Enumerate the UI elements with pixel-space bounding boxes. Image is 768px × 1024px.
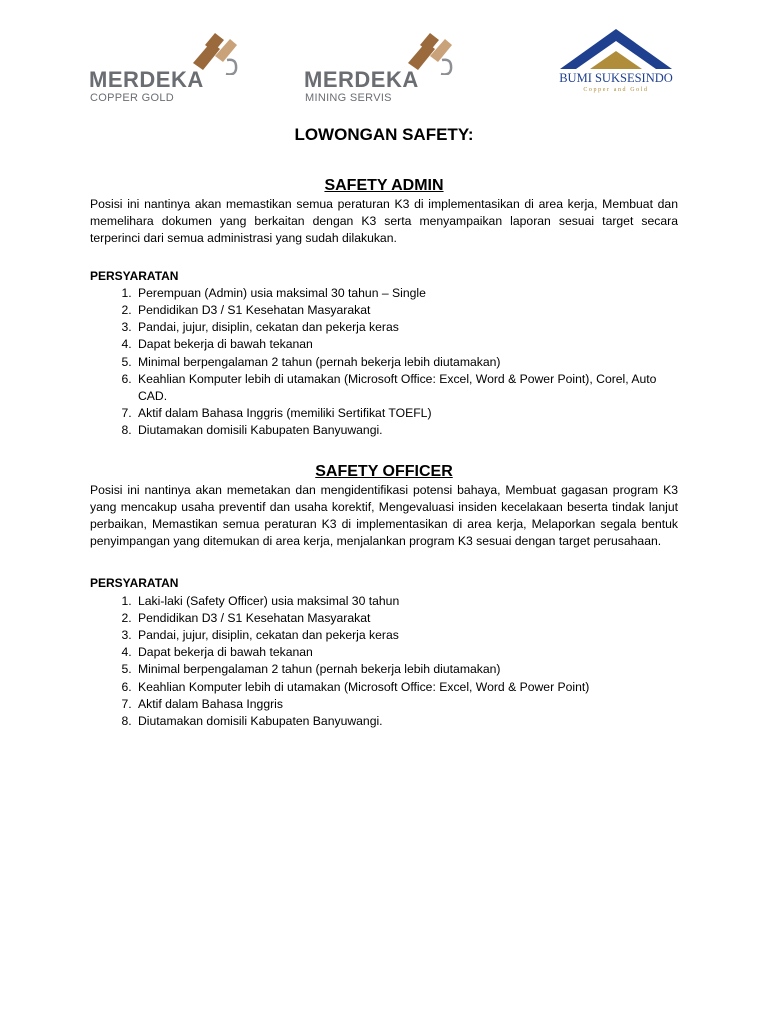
merdeka-mining-servis-logo [302, 30, 462, 108]
bumi-suksesindo-logo [556, 27, 676, 102]
merdeka-copper-gold-logo [87, 30, 247, 108]
list-item: 2. Pendidikan D3 / S1 Kesehatan Masyarakat [135, 302, 678, 319]
section-description: Posisi ini nantinya akan memetakan dan mengidentifikasi potensi bahaya, Membuat gagasan program K3 yang mencakup usaha preventif dan usaha korektif, Mengevaluasi insiden kecelakaan beserta tindak lanjut perbaikan, Memastikan semua peraturan K3 di implementasikan di area kerja, Melaporkan segala bentuk penyimpangan yang ditemukan di area kerja, menjalankan program K3 sesuai dengan target perusahaan. [90, 482, 678, 549]
mountain-icon [556, 27, 676, 71]
list-item: 4. Dapat bekerja di bawah tekanan [135, 336, 678, 353]
page-title: LOWONGAN SAFETY: [294, 125, 474, 144]
list-item: 5. Minimal berpengalaman 2 tahun (pernah bekerja lebih diutamakan) [135, 661, 678, 678]
bumi-suksesindo-text: BUMI SUKSESINDO [559, 71, 673, 85]
mining-servis-text: MINING SERVIS [305, 92, 392, 104]
list-item: 7. Aktif dalam Bahasa Inggris (memiliki Sertifikat TOEFL) [135, 405, 678, 422]
list-item: 2. Pendidikan D3 / S1 Kesehatan Masyarakat [135, 610, 678, 627]
section-description: Posisi ini nantinya akan memastikan semua peraturan K3 di implementasikan di area kerja, Membuat dan memelihara dokumen yang berkaitan dengan K3 serta menyampaikan laporan sesuai target secara terperinci dari semua administrasi yang sudah dilakukan. [90, 197, 678, 246]
requirements-list [90, 593, 678, 731]
list-item: 8. Diutamakan domisili Kabupaten Banyuwangi. [135, 422, 678, 439]
section-heading-safety-admin: SAFETY ADMIN [324, 177, 444, 194]
list-item: 5. Minimal berpengalaman 2 tahun (pernah bekerja lebih diutamakan) [135, 354, 678, 371]
list-item: 6. Keahlian Komputer lebih di utamakan (Microsoft Office: Excel, Word & Power Point), Corel, Auto CAD. [135, 371, 678, 405]
requirements-heading: PERSYARATAN [90, 576, 179, 591]
list-item: 7. Aktif dalam Bahasa Inggris [135, 696, 678, 713]
list-item: 4. Dapat bekerja di bawah tekanan [135, 644, 678, 661]
copper-gold-text: COPPER GOLD [90, 92, 174, 104]
section-heading-safety-officer: SAFETY OFFICER [315, 462, 453, 480]
list-item: 3. Pandai, jujur, disiplin, cekatan dan pekerja keras [135, 627, 678, 644]
requirements-heading: PERSYARATAN [90, 268, 179, 283]
copper-and-gold-text: Copper and Gold [583, 87, 649, 93]
merdeka-brand-text: MERDEKA [304, 67, 419, 92]
list-item: 1. Perempuan (Admin) usia maksimal 30 tahun – Single [135, 285, 678, 302]
list-item: 1. Laki-laki (Safety Officer) usia maksimal 30 tahun [135, 593, 678, 610]
list-item: 8. Diutamakan domisili Kabupaten Banyuwangi. [135, 713, 678, 730]
merdeka-brand-text: MERDEKA [89, 67, 204, 92]
document-body [90, 118, 678, 730]
requirements-list [90, 285, 678, 440]
list-item: 3. Pandai, jujur, disiplin, cekatan dan pekerja keras [135, 319, 678, 336]
list-item: 6. Keahlian Komputer lebih di utamakan (Microsoft Office: Excel, Word & Power Point) [135, 679, 678, 696]
